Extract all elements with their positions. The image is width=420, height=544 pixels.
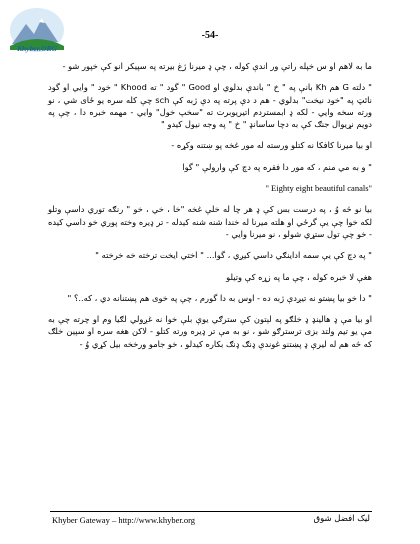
paragraph-2: " دلته G هم Kh بانې په " خ " باندې بدلوي او Good " گود " ته Khood " خود " وايي او گود نائټ په "خود نیخت" بدلوي - هم د دې پرته په دې ژبه کې sch چې کله سره یو ځای شي ، نو ورته سخه وايي - لکه ډ ابمستردم اتیریوبرت ته "سخپ خول" وايي - مهمه خبره دا ، چې په دویم نړیوال جنګ کې به دچا ساسانډ " خ " په وجه نیول کیدو " [48,82,372,130]
paragraph-7: " په دچ کې یې سمه اداینګي داسي کیږي ، گوا... " اختي ایخت ترخته خه خرخته " [95,250,372,261]
paragraph-5-quote: " Eighty eight beautiful canals" [265,183,372,194]
paragraph-4: " و به مي منم ، که مور دا فقره په دچ کې وارولې " گوا [182,161,372,172]
paragraph-10: او بیا مې ډ هالینډ ډ خلګو په لېتون کې سترګي یوې بلې خوا نه غږولي لګیا وم او چرته چې به مې یو تیم ولتد بزی ترسترګو شو ، نو به مې تر ډیره ورته کتلو - لاکن هغه سره او سپین خلګ که څه هم له لیرې ډ پښتنو غوندې ډنګ ډنګ بکاره کیدلو ، خو جامو ورخخه بیل کړي وُ - [48,314,372,349]
page-number: -54- [201,30,219,41]
paragraph-6: بیا نو څه وُ ، په درست بس کې ډ هر چا له خلې غخه "خا ، خي ، خو " رنګه توري داسې وتلو لکه خوا چې یې گرځي او هلته میرنا له خندا شنه شنه کیدله - تر ډیره وخته پوري خو داسي کیده - خو چې تول ستړي شولو ، نو میرنا وايي - [48,204,372,239]
body-text [48,60,372,359]
footer-divider [50,511,372,512]
footer-site: Khyber Gateway – http://www.khyber.org [52,515,196,525]
paragraph-3: او بیا میرنا کافکا نه کتلو ورسته له مور غخه پو ښتنه وکړه - [171,140,372,151]
paragraph-1: ما به لاهم او س خپله راتې ور اندې کوله ، چې ډ میرنا ژغ بیرته په سپیکر انو کې خپور شو - [62,61,372,71]
footer-author: لیک افضل شوق [313,514,370,524]
paragraph-8: هغې لا خبره کوله ، چې ما په زړه کې وتیلو [226,271,372,282]
logo-caption: Khyber.ORG [17,44,57,53]
paragraph-9: " دا خو بیا پښتو نه تیږدې ژبه ده - اوس به دا گورم ، چې په خوی هم پښتنانه دي ، که..؟ " [67,292,372,303]
